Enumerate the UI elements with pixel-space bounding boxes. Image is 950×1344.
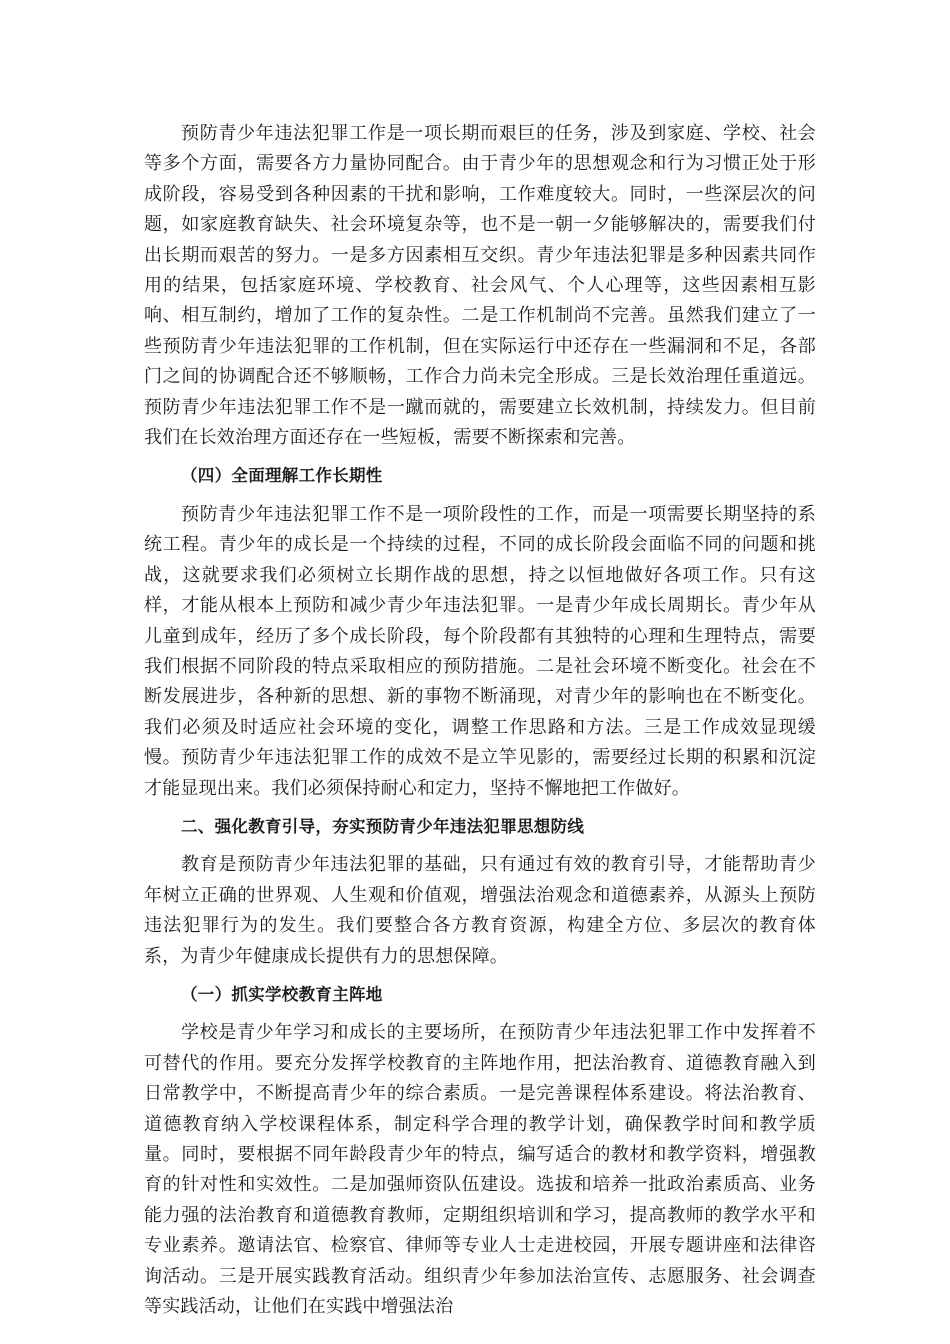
paragraph-school: 学校是青少年学习和成长的主要场所，在预防青少年违法犯罪工作中发挥着不可替代的作用。要充分发挥学校教育的主阵地作用，把法治教育、道德教育融入到日常教学中，不断提高青少年的综合素质。一是完善课程体系建设。将法治教育、道德教育纳入学校课程体系，制定科学合理的教学计划，确保教学时间和教学质量。同时，要根据不同年龄段青少年的特点，编写适合的教材和教学资料，增强教育的针对性和实效性。二是加强师资队伍建设。选拔和培养一批政治素质高、业务能力强的法治教育和道德教育教师，定期组织培训和学习，提高教师的教学水平和专业素养。邀请法官、检察官、律师等专业人士走进校园，开展专题讲座和法律咨询活动。三是开展实践教育活动。组织青少年参加法治宣传、志愿服务、社会调查等实践活动，让他们在实践中增强法治 <box>144 1022 816 1318</box>
chapter-heading-2: 二、强化教育引导，夯实预防青少年违法犯罪思想防线 <box>181 816 585 836</box>
section-heading-1: （一）抓实学校教育主阵地 <box>181 984 383 1004</box>
paragraph-education: 教育是预防青少年违法犯罪的基础，只有通过有效的教育引导，才能帮助青少年树立正确的世界观、人生观和价值观，增强法治观念和道德素养，从源头上预防违法犯罪行为的发生。我们要整合各方教育资源，构建全方位、多层次的教育体系，为青少年健康成长提供有力的思想保障。 <box>144 854 816 967</box>
document-page <box>144 119 816 1322</box>
paragraph-difficulty: 预防青少年违法犯罪工作是一项长期而艰巨的任务，涉及到家庭、学校、社会等多个方面，需要各方力量协同配合。由于青少年的思想观念和行为习惯正处于形成阶段，容易受到各种因素的干扰和影响，工作难度较大。同时，一些深层次的问题，如家庭教育缺失、社会环境复杂等，也不是一朝一夕能够解决的，需要我们付出长期而艰苦的努力。一是多方因素相互交织。青少年违法犯罪是多种因素共同作用的结果，包括家庭环境、学校教育、社会风气、个人心理等，这些因素相互影响、相互制约，增加了工作的复杂性。二是工作机制尚不完善。虽然我们建立了一些预防青少年违法犯罪的工作机制，但在实际运行中还存在一些漏洞和不足，各部门之间的协调配合还不够顺畅，工作合力尚未完全形成。三是长效治理任重道远。预防青少年违法犯罪工作不是一蹴而就的，需要建立长效机制，持续发力。但目前我们在长效治理方面还存在一些短板，需要不断探索和完善。 <box>144 123 816 449</box>
paragraph-long-term: 预防青少年违法犯罪工作不是一项阶段性的工作，而是一项需要长期坚持的系统工程。青少年的成长是一个持续的过程，不同的成长阶段会面临不同的问题和挑战，这就要求我们必须树立长期作战的思想，持之以恒地做好各项工作。只有这样，才能从根本上预防和减少青少年违法犯罪。一是青少年成长周期长。青少年从儿童到成年，经历了多个成长阶段，每个阶段都有其独特的心理和生理特点，需要我们根据不同阶段的特点采取相应的预防措施。二是社会环境不断变化。社会在不断发展进步，各种新的思想、新的事物不断涌现，对青少年的影响也在不断变化。我们必须及时适应社会环境的变化，调整工作思路和方法。三是工作成效显现缓慢。预防青少年违法犯罪工作的成效不是立竿见影的，需要经过长期的积累和沉淀才能显现出来。我们必须保持耐心和定力，坚持不懈地把工作做好。 <box>144 503 816 799</box>
section-heading-4: （四）全面理解工作长期性 <box>181 466 383 486</box>
